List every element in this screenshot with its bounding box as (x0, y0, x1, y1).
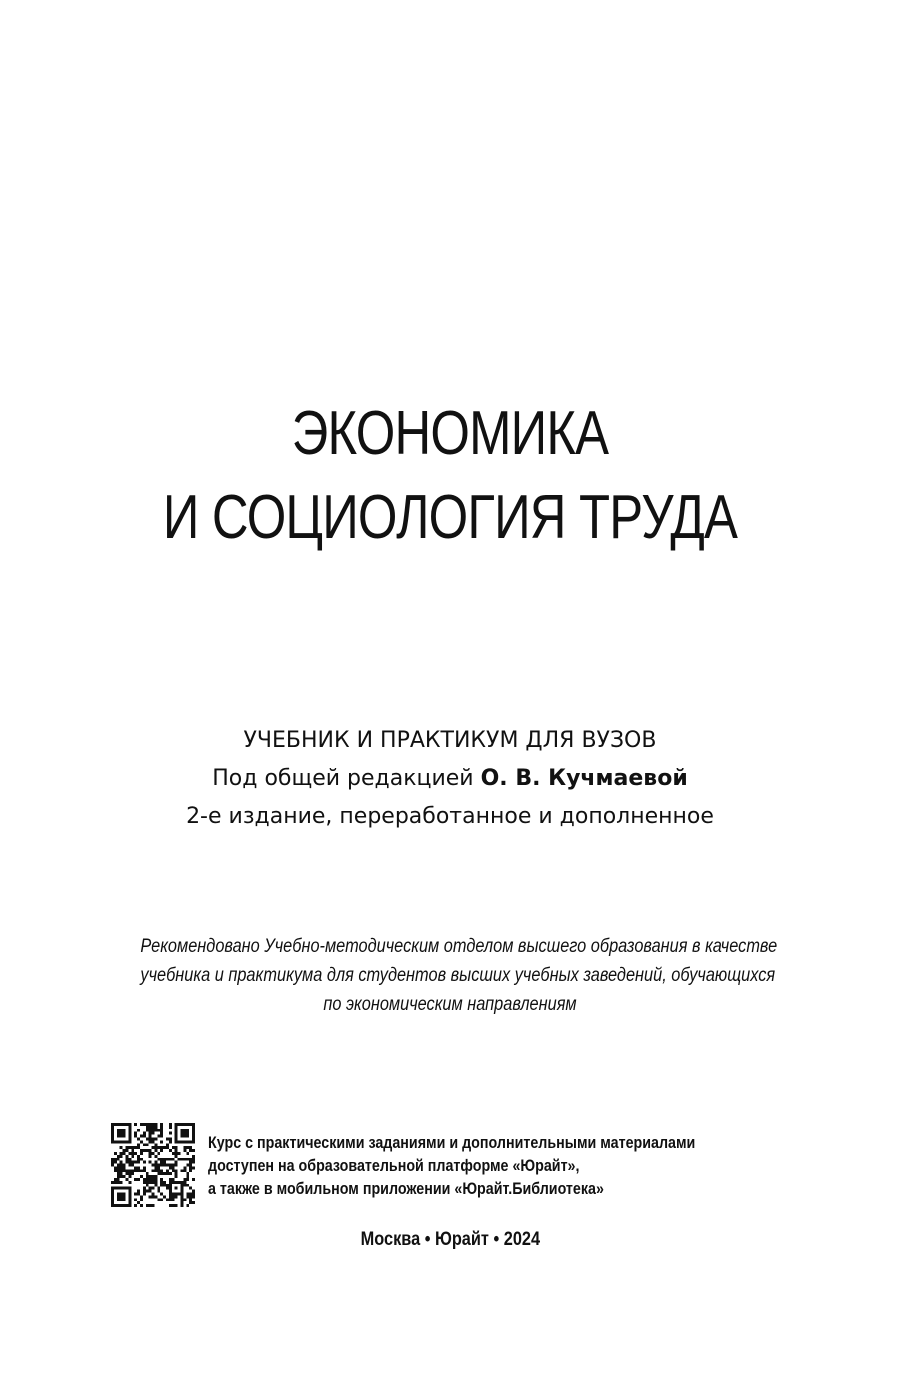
recommendation-line-2: учебника и практикума для студентов высших учебных заведений, обучающихся (140, 965, 776, 986)
book-title (0, 392, 900, 560)
book-title-line-1: ЭКОНОМИКА (291, 399, 609, 468)
editor-line (0, 760, 900, 798)
imprint-text: Москва • Юрайт • 2024 (360, 1229, 540, 1250)
recommendation-line-3: по экономическим направлениям (323, 994, 577, 1015)
subtitle-block (0, 722, 900, 836)
editor-prefix: Под общей редакцией (212, 766, 481, 791)
course-info (208, 1131, 848, 1200)
recommendation-text (90, 932, 810, 1019)
imprint (0, 1226, 900, 1254)
edition-line: 2-е издание, переработанное и дополненное (186, 804, 714, 829)
book-title-line-2: И СОЦИОЛОГИЯ ТРУДА (162, 483, 738, 552)
qr-code-icon[interactable] (111, 1123, 195, 1207)
course-line-3: а также в мобильном приложении «Юрайт.Библиотека» (208, 1179, 604, 1198)
course-line-1: Курс с практическими заданиями и дополнительными материалами (208, 1133, 696, 1152)
book-type: УЧЕБНИК И ПРАКТИКУМ ДЛЯ ВУЗОВ (243, 728, 657, 753)
course-line-2: доступен на образовательной платформе «Юрайт», (208, 1156, 580, 1175)
recommendation-line-1: Рекомендовано Учебно-методическим отделом высшего образования в качестве (140, 936, 778, 957)
editor-name: О. В. Кучмаевой (480, 766, 688, 791)
